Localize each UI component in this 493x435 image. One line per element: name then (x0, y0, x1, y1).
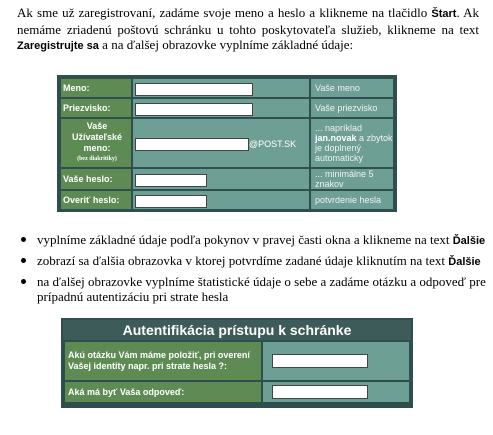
password-label: Vaše heslo: (61, 169, 131, 189)
list-item (17, 274, 487, 304)
security-question-input[interactable] (272, 354, 368, 368)
intro-text-1: Ak sme už zaregistrovaní, zadáme svoje meno a heslo a klikneme na tlačidlo (17, 5, 432, 20)
list-item-text: vyplníme základné údaje podľa pokynov v pravej časti okna a klikneme na text (37, 232, 453, 247)
next-label: Ďalšie (448, 256, 481, 268)
security-answer-cell (263, 382, 409, 402)
username-label (61, 119, 131, 167)
surname-label: Priezvisko: (61, 99, 131, 117)
confirm-password-input[interactable] (135, 195, 207, 208)
list-item-text: na ďalšej obrazovke vyplníme štatistické údaje o sebe a zadáme otázku a odpoveď pre prípadnú autentizáciu pri strate hesla (37, 274, 486, 304)
surname-input[interactable] (135, 103, 253, 116)
domain-suffix: @POST.SK (249, 139, 297, 149)
username-label-note: (bez diakritiky) (77, 156, 117, 162)
list-item (17, 232, 487, 249)
surname-hint: Vaše priezvisko (311, 99, 393, 117)
auth-form-title: Autentifikácia prístupu k schránke (63, 320, 411, 340)
confirm-password-label: Overiť heslo: (61, 191, 131, 209)
register-label: Zaregistrujte sa (17, 40, 99, 52)
password-cell (133, 169, 309, 189)
security-answer-label: Aká má byť Vaša odpoveď: (65, 382, 261, 402)
security-answer-input[interactable] (272, 385, 368, 399)
name-cell (133, 79, 309, 97)
name-label: Meno: (61, 79, 131, 97)
username-hint-example: jan.novak (315, 133, 357, 143)
authentication-form (61, 318, 413, 408)
list-item-text: zobrazí sa ďalšia obrazovka v ktorej potvrdíme zadané údaje kliknutím na text (37, 253, 449, 268)
username-hint-post: a zbytok je doplnený automaticky (315, 133, 393, 163)
password-input[interactable] (135, 174, 207, 187)
password-hint: ... minimálne 5 znakov (311, 169, 393, 189)
username-cell (133, 119, 309, 167)
security-question-label: Akú otázku Vám máme položiť, pri overení Vašej identity napr. pri strate hesla ?: (65, 342, 261, 380)
username-input[interactable] (135, 138, 249, 151)
start-label: Štart (431, 8, 457, 20)
confirm-password-cell (133, 191, 309, 209)
registration-form (57, 75, 397, 212)
username-label-line2: Užívateľské (72, 132, 122, 142)
instructions-list (17, 232, 487, 308)
security-question-cell (263, 342, 409, 380)
surname-cell (133, 99, 309, 117)
intro-text-2: . Ak nemáme zriadenú poštovú schránku u tohto poskytovateľa služieb, klikneme na text (17, 5, 479, 37)
intro-paragraph (17, 5, 479, 54)
name-hint: Vaše meno (311, 79, 393, 97)
list-item (17, 253, 487, 270)
username-hint-pre: ... napríklad (315, 123, 363, 133)
username-label-line1: Vaše (86, 121, 108, 131)
name-input[interactable] (135, 83, 253, 96)
confirm-password-hint: potvrdenie hesla (311, 191, 393, 209)
username-label-line3: meno: (83, 143, 111, 153)
next-label: Ďalšie (452, 235, 486, 247)
username-hint (311, 119, 393, 167)
intro-text-3: a na ďalšej obrazovke vyplníme základné údaje: (98, 37, 354, 52)
